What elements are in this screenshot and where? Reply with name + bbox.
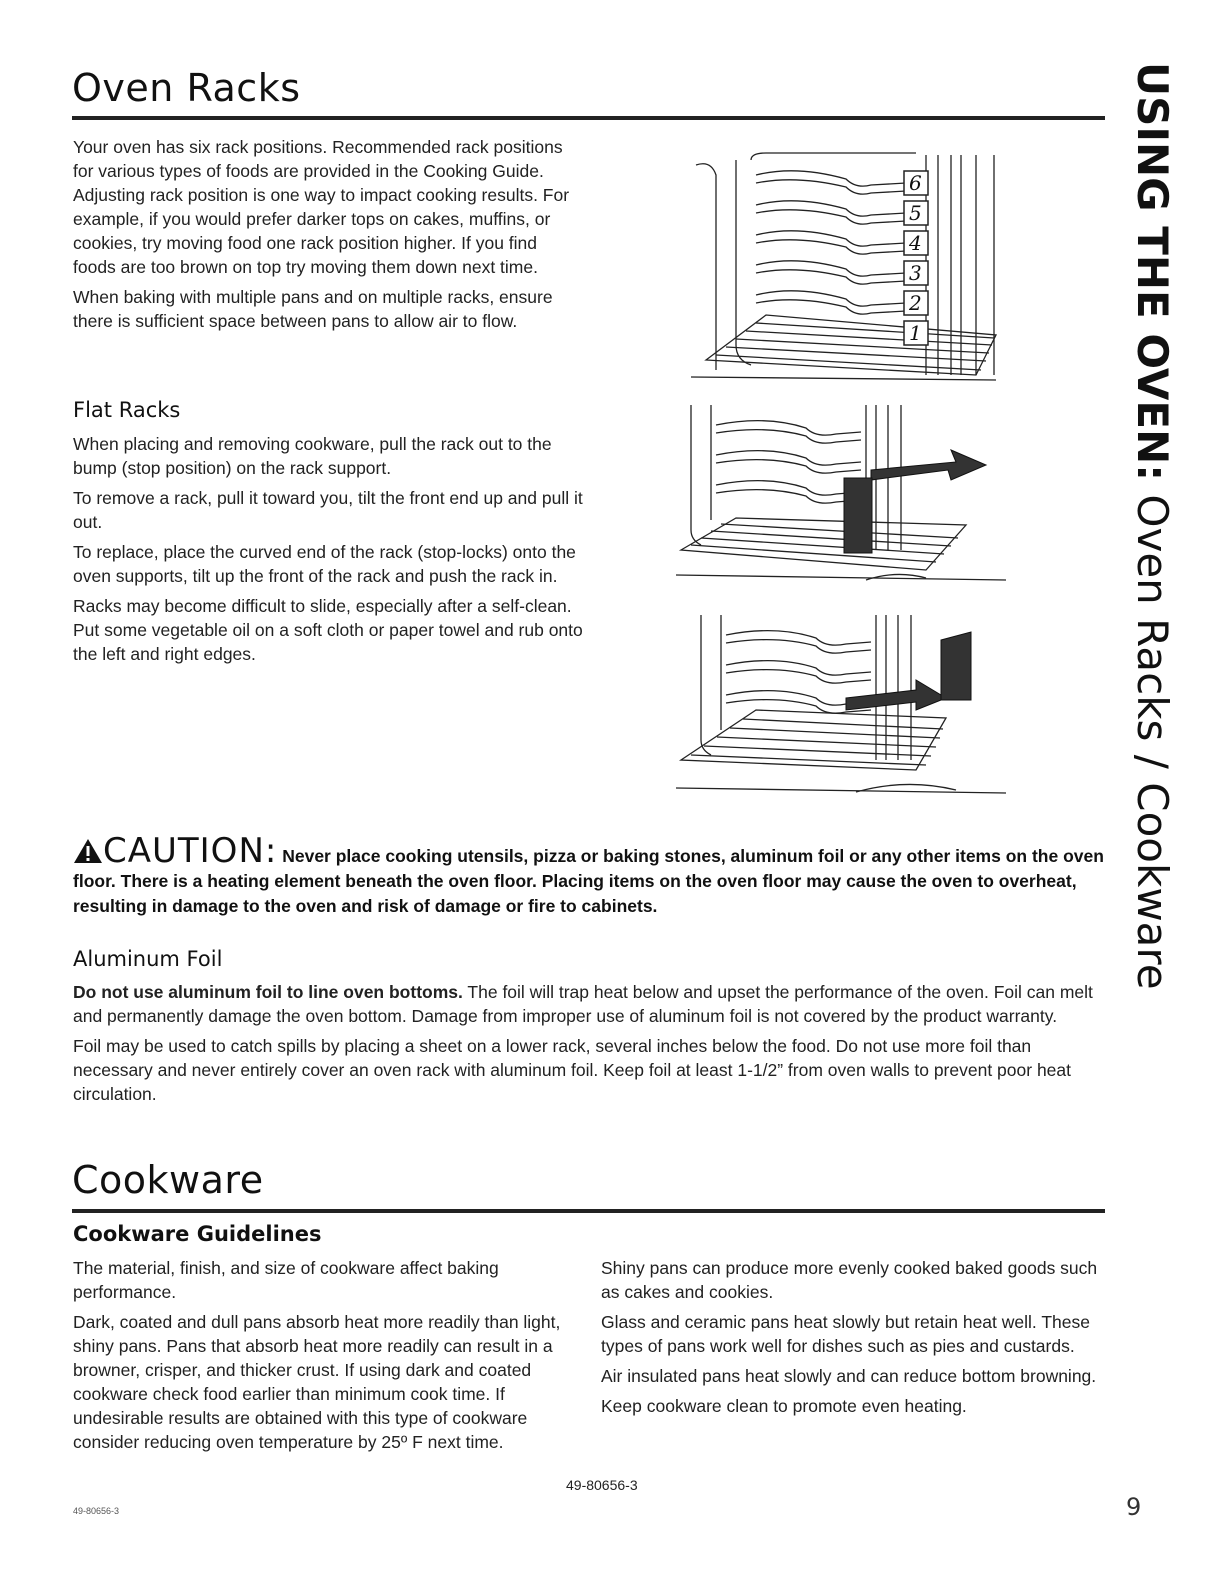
cookware-left-paragraph-1: The material, finish, and size of cookware affect baking performance. [73,1258,499,1302]
warning-triangle-icon [73,838,103,864]
rack-label-3: 3 [909,261,922,285]
aluminum-foil-paragraph-2: Foil may be used to catch spills by placing a sheet on a lower rack, several inches below the food. Do not use more foil than necessary and never entirely cover an oven rack with aluminum foil. Keep foil at least 1-1/2” from oven walls to prevent poor heat circulation. [73,1036,1072,1104]
footer-small-code: 49-80656-3 [73,1506,120,1516]
cookware-right-paragraph-4: Keep cookware clean to promote even heating. [601,1396,967,1416]
rack-replace-illustration [676,610,1006,800]
cookware-left-column [73,1256,583,1460]
footer-document-code: 49-80656-3 [566,1477,638,1493]
title-rule [72,116,1105,120]
cookware-left-paragraph-2: Dark, coated and dull pans absorb heat more readily than light, shiny pans. Pans that absorb heat more readily can result in a browner, crisper, and thicker crust. If using dark and coated cookware check food earlier than minimum cook time. If undesirable results are obtained with this type of cookware consider reducing oven temperature by 25º F next time. [73,1312,561,1452]
flat-racks-paragraph-3: To replace, place the curved end of the rack (stop-locks) onto the oven supports, tilt up the front of the rack and push the rack in. [73,542,576,586]
aluminum-foil-body [73,980,1113,1112]
caution-heading [73,831,277,871]
flat-racks-heading: Flat Racks [73,398,181,422]
aluminum-foil-paragraph-1 [73,980,1113,1028]
caution-text: Never place cooking utensils, pizza or baking stones, aluminum foil or any other items on the oven floor. There is a heating element beneath the oven floor. Placing items on the oven floor may cause the oven to overheat, resulting in damage to the oven and risk of damage or fire to cabinets. [73,846,1104,916]
cookware-rule [72,1209,1105,1213]
rack-label-5: 5 [909,201,922,225]
cookware-right-paragraph-1: Shiny pans can produce more evenly cooked baked goods such as cakes and cookies. [601,1258,1098,1302]
flat-racks-paragraph-2: To remove a rack, pull it toward you, tilt the front end up and pull it out. [73,488,583,532]
rack-label-2: 2 [909,291,922,315]
cookware-right-paragraph-3: Air insulated pans heat slowly and can reduce bottom browning. [601,1366,1097,1386]
rack-label-4: 4 [909,231,922,255]
flat-racks-paragraph-4: Racks may become difficult to slide, especially after a self-clean. Put some vegetable oil on a soft cloth or paper towel and rub onto the left and right edges. [73,596,583,664]
caution-word: CAUTION: [103,831,278,871]
caution-block [73,831,1108,919]
cookware-title: Cookware [72,1158,264,1202]
aluminum-foil-heading: Aluminum Foil [73,947,223,971]
cookware-guidelines-heading: Cookware Guidelines [73,1222,322,1246]
flat-racks-body [73,432,583,672]
side-section-title [1128,62,1177,990]
oven-racks-title: Oven Racks [72,66,301,110]
intro-paragraph-1: Your oven has six rack positions. Recommended rack positions for various types of foods are provided in the Cooking Guide. Adjusting rack position is one way to impact cooking results. For example, if you would prefer darker tops on cakes, muffins, or cookies, try moving food one rack position higher. If you find foods are too brown on top try moving them down next time. [73,137,570,277]
intro-paragraph-2: When baking with multiple pans and on multiple racks, ensure there is sufficient space between pans to allow air to flow. [73,287,553,331]
oven-racks-intro [73,135,583,339]
flat-racks-paragraph-1: When placing and removing cookware, pull the rack out to the bump (stop position) on the rack support. [73,434,552,478]
side-title-light: Oven Racks / Cookware [1128,481,1177,990]
rack-removal-illustration [676,400,1006,590]
rack-positions-illustration [676,145,1006,385]
rack-label-1: 1 [909,321,922,345]
aluminum-foil-paragraph-1-rest: The foil will trap heat below and upset the performance of the oven. Foil can melt and permanently damage the oven bottom. Damage from improper use of aluminum foil is not covered by the product warranty. [73,982,1093,1026]
cookware-right-column [601,1256,1111,1424]
side-title-bold: USING THE OVEN: [1128,62,1177,482]
page-number: 9 [1126,1493,1142,1521]
aluminum-foil-warning: Do not use aluminum foil to line oven bottoms. [73,982,463,1002]
rack-label-6: 6 [909,171,922,195]
cookware-right-paragraph-2: Glass and ceramic pans heat slowly but retain heat well. These types of pans work well for dishes such as pies and custards. [601,1312,1090,1356]
